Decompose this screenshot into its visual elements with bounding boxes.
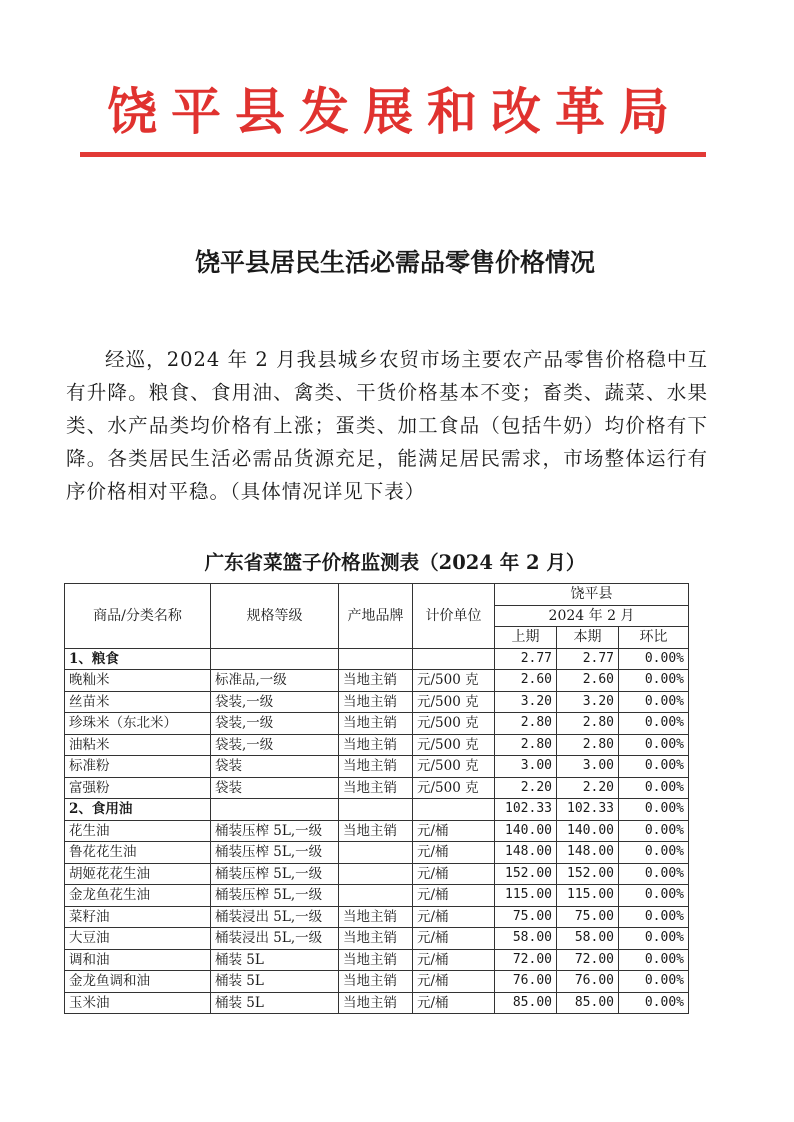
cell-spec: 桶装压榨 5L,一级 [211,863,339,885]
cell-change: 0.00% [619,648,689,670]
cell-curr-price: 102.33 [557,799,619,821]
cell-item-name: 1、粮食 [65,648,211,670]
cell-unit: 元/桶 [413,971,495,993]
cell-change: 0.00% [619,756,689,778]
cell-origin: 当地主销 [339,713,413,735]
cell-prev-price: 2.80 [495,713,557,735]
cell-origin: 当地主销 [339,670,413,692]
table-row [65,949,689,971]
cell-prev-price: 3.20 [495,691,557,713]
cell-curr-price: 2.80 [557,734,619,756]
table-row [65,928,689,950]
cell-curr-price: 2.60 [557,670,619,692]
col-header-unit: 计价单位 [413,584,495,649]
table-row [65,842,689,864]
cell-item-name: 花生油 [65,820,211,842]
cell-curr-price: 85.00 [557,992,619,1014]
cell-change: 0.00% [619,734,689,756]
cell-origin: 当地主销 [339,734,413,756]
cell-spec: 桶装 5L [211,992,339,1014]
cell-prev-price: 76.00 [495,971,557,993]
cell-spec: 袋装,一级 [211,734,339,756]
agency-header-title: 饶平县发展和改革局 [107,82,683,141]
table-row [65,691,689,713]
cell-spec: 桶装 5L [211,971,339,993]
table-row [65,971,689,993]
cell-item-name: 2、食用油 [65,799,211,821]
cell-unit: 元/桶 [413,928,495,950]
cell-change: 0.00% [619,691,689,713]
cell-item-name: 珍珠米（东北米） [65,713,211,735]
category-row [65,799,689,821]
cell-curr-price: 75.00 [557,906,619,928]
cell-unit: 元/500 克 [413,691,495,713]
col-header-prev: 上期 [495,627,557,649]
cell-unit: 元/500 克 [413,777,495,799]
table-row [65,906,689,928]
cell-item-name: 富强粉 [65,777,211,799]
cell-item-name: 玉米油 [65,992,211,1014]
cell-unit: 元/500 克 [413,670,495,692]
cell-item-name: 调和油 [65,949,211,971]
cell-item-name: 菜籽油 [65,906,211,928]
cell-origin: 当地主销 [339,971,413,993]
cell-spec: 桶装压榨 5L,一级 [211,820,339,842]
body-paragraph: 经巡，2024 年 2 月我县城乡农贸市场主要农产品零售价格稳中互有升降。粮食、食用油、禽类、干货价格基本不变；畜类、蔬菜、水果类、水产品类均价格有上涨；蛋类、加工食品（包括牛奶）均价格有下降。各类居民生活必需品货源充足，能满足居民需求，市场整体运行有序价格相对平稳。（具体情况详见下表） [66,348,708,503]
cell-prev-price: 3.00 [495,756,557,778]
cell-origin [339,885,413,907]
cell-origin: 当地主销 [339,949,413,971]
cell-change: 0.00% [619,799,689,821]
cell-prev-price: 85.00 [495,992,557,1014]
cell-origin: 当地主销 [339,777,413,799]
cell-origin [339,648,413,670]
cell-unit [413,648,495,670]
cell-change: 0.00% [619,820,689,842]
header-red-rule [80,152,706,157]
cell-curr-price: 140.00 [557,820,619,842]
cell-curr-price: 2.77 [557,648,619,670]
cell-unit: 元/500 克 [413,734,495,756]
cell-item-name: 大豆油 [65,928,211,950]
table-row [65,713,689,735]
col-header-change: 环比 [619,627,689,649]
header-row-region [65,584,689,606]
cell-curr-price: 3.20 [557,691,619,713]
cell-unit: 元/桶 [413,885,495,907]
cell-prev-price: 2.60 [495,670,557,692]
price-table-body [65,648,689,1014]
table-row [65,756,689,778]
table-row [65,734,689,756]
cell-unit: 元/桶 [413,842,495,864]
cell-origin: 当地主销 [339,928,413,950]
cell-change: 0.00% [619,863,689,885]
document-title: 饶平县居民生活必需品零售价格情况 [194,248,595,277]
cell-spec: 袋装 [211,777,339,799]
cell-change: 0.00% [619,713,689,735]
cell-prev-price: 72.00 [495,949,557,971]
col-header-name: 商品/分类名称 [65,584,211,649]
cell-spec [211,799,339,821]
cell-origin [339,863,413,885]
col-header-region: 饶平县 [495,584,689,606]
table-row [65,863,689,885]
cell-prev-price: 140.00 [495,820,557,842]
table-row [65,820,689,842]
cell-prev-price: 2.77 [495,648,557,670]
cell-spec [211,648,339,670]
cell-unit: 元/桶 [413,906,495,928]
cell-curr-price: 115.00 [557,885,619,907]
cell-origin: 当地主销 [339,820,413,842]
cell-prev-price: 115.00 [495,885,557,907]
cell-change: 0.00% [619,928,689,950]
cell-prev-price: 152.00 [495,863,557,885]
table-row [65,885,689,907]
cell-spec: 标准品,一级 [211,670,339,692]
cell-curr-price: 58.00 [557,928,619,950]
cell-curr-price: 3.00 [557,756,619,778]
cell-unit: 元/桶 [413,949,495,971]
cell-prev-price: 58.00 [495,928,557,950]
table-row [65,777,689,799]
cell-item-name: 晚籼米 [65,670,211,692]
cell-change: 0.00% [619,842,689,864]
cell-spec: 袋装 [211,756,339,778]
cell-item-name: 金龙鱼花生油 [65,885,211,907]
cell-unit: 元/桶 [413,863,495,885]
table-row [65,992,689,1014]
cell-spec: 袋装,一级 [211,691,339,713]
cell-prev-price: 2.20 [495,777,557,799]
col-header-origin: 产地品牌 [339,584,413,649]
cell-spec: 桶装浸出 5L,一级 [211,906,339,928]
cell-change: 0.00% [619,949,689,971]
cell-prev-price: 148.00 [495,842,557,864]
cell-spec: 桶装压榨 5L,一级 [211,842,339,864]
cell-curr-price: 2.20 [557,777,619,799]
cell-prev-price: 2.80 [495,734,557,756]
category-row [65,648,689,670]
cell-curr-price: 148.00 [557,842,619,864]
cell-prev-price: 75.00 [495,906,557,928]
cell-change: 0.00% [619,777,689,799]
table-row [65,670,689,692]
cell-origin [339,842,413,864]
cell-item-name: 金龙鱼调和油 [65,971,211,993]
cell-change: 0.00% [619,971,689,993]
cell-change: 0.00% [619,885,689,907]
cell-spec: 桶装压榨 5L,一级 [211,885,339,907]
cell-item-name: 油粘米 [65,734,211,756]
cell-curr-price: 72.00 [557,949,619,971]
col-header-spec: 规格等级 [211,584,339,649]
cell-unit: 元/500 克 [413,713,495,735]
cell-item-name: 丝苗米 [65,691,211,713]
cell-change: 0.00% [619,906,689,928]
cell-curr-price: 76.00 [557,971,619,993]
cell-prev-price: 102.33 [495,799,557,821]
cell-unit: 元/桶 [413,820,495,842]
cell-origin [339,799,413,821]
cell-spec: 桶装 5L [211,949,339,971]
col-header-curr: 本期 [557,627,619,649]
cell-item-name: 胡姬花花生油 [65,863,211,885]
cell-unit: 元/500 克 [413,756,495,778]
cell-spec: 袋装,一级 [211,713,339,735]
cell-unit: 元/桶 [413,992,495,1014]
cell-curr-price: 2.80 [557,713,619,735]
cell-unit [413,799,495,821]
cell-origin: 当地主销 [339,992,413,1014]
table-title: 广东省菜篮子价格监测表（2024 年 2 月） [204,551,586,574]
cell-item-name: 标准粉 [65,756,211,778]
col-header-period: 2024 年 2 月 [495,605,689,627]
cell-origin: 当地主销 [339,691,413,713]
cell-item-name: 鲁花花生油 [65,842,211,864]
cell-origin: 当地主销 [339,906,413,928]
cell-spec: 桶装浸出 5L,一级 [211,928,339,950]
price-table [64,583,689,1014]
cell-origin: 当地主销 [339,756,413,778]
cell-curr-price: 152.00 [557,863,619,885]
cell-change: 0.00% [619,992,689,1014]
cell-change: 0.00% [619,670,689,692]
